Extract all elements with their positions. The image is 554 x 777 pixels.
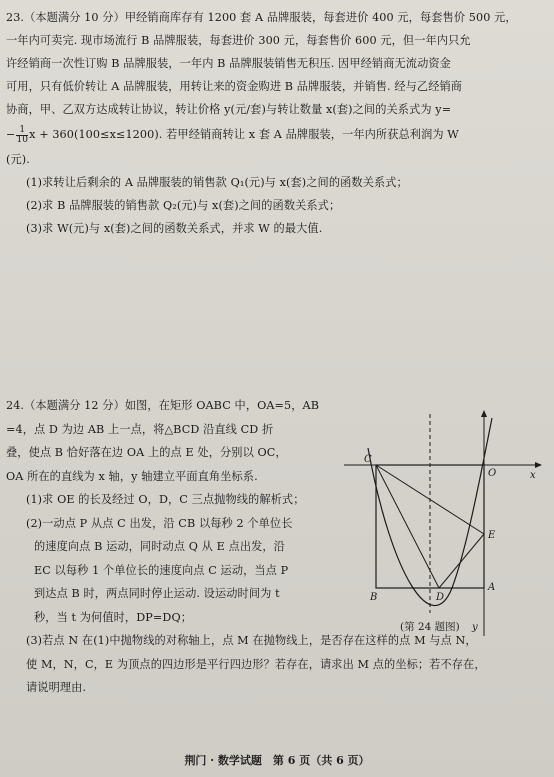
y-axis-arrow — [481, 410, 487, 417]
q24-part-2-d: 到达点 B 时，两点同时停止运动. 设运动时间为 t — [34, 587, 280, 600]
figure-24 — [342, 408, 547, 638]
q23-line-4: 可用，只有低价转让 A 品牌服装，用转让来的资金购进 B 品牌服装，并销售. 经与乙经销商 — [6, 80, 463, 93]
q23-line-1: 23.（本题满分 10 分）甲经销商库存有 1200 套 A 品牌服装，每套进价 400 元，每套售价 500 元， — [6, 11, 517, 24]
label-a: A — [488, 582, 496, 593]
formula-fraction — [16, 126, 28, 145]
q23-formula-line — [6, 121, 546, 148]
q24-part-2-e: 秒，当 t 为何值时，DP=DQ； — [34, 610, 193, 624]
q24-line-2: =4，点 D 为边 AB 上一点，将△BCD 沿直线 CD 折 — [6, 422, 274, 436]
q23-part-2: (2)求 B 品牌服装的销售款 Q₂(元)与 x(套)之间的函数关系式； — [26, 199, 341, 212]
q24-line-1: 24.（本题满分 12 分）如图，在矩形 OABC 中，OA=5，AB — [6, 399, 320, 412]
segment-de — [439, 534, 484, 588]
q24-line-4: OA 所在的直线为 x 轴，y 轴建立平面直角坐标系. — [6, 469, 258, 483]
label-d: D — [436, 592, 445, 603]
label-y: y — [472, 622, 478, 633]
q24-part-1: (1)求 OE 的长及经过 O，D，C 三点抛物线的解析式； — [26, 493, 305, 506]
question-23 — [6, 6, 546, 240]
q23-line-5: 协商，甲、乙双方达成转让协议，转让价格 y(元/套)与转让数量 x(套)之间的关系式为 y= — [6, 103, 452, 116]
label-x: x — [530, 470, 536, 481]
q24-part-3-c: 请说明理由. — [26, 681, 87, 694]
page-footer: 荆门 · 数学试题 第 6 页（共 6 页） — [184, 754, 370, 767]
formula-minus: − — [6, 128, 16, 141]
label-b: B — [370, 592, 378, 603]
label-e: E — [488, 530, 496, 541]
q23-part-1: (1)求转让后剩余的 A 品牌服装的销售款 Q₁(元)与 x(套)之间的函数关系式； — [26, 176, 408, 189]
formula-numerator: 1 — [16, 126, 28, 136]
q23-line-unit: (元). — [6, 153, 30, 166]
q24-part-2-c: EC 以每秒 1 个单位长的速度向点 C 运动，当点 P — [34, 563, 289, 577]
label-c: C — [364, 454, 372, 465]
q24-line-3: 叠，使点 B 恰好落在边 OA 上的点 E 处，分别以 OC， — [6, 446, 287, 459]
formula-rest: x + 360(100≤x≤1200). 若甲经销商转让 x 套 A 品牌服装，一年内所获总利润为 W — [29, 128, 459, 141]
segment-ce — [376, 465, 484, 534]
q23-line-3: 许经销商一次性订购 B 品牌服装，一年内 B 品牌服装销售无积压. 因甲经销商无流动资金 — [6, 57, 451, 70]
q23-part-3: (3)求 W(元)与 x(套)之间的函数关系式，并求 W 的最大值. — [26, 222, 323, 235]
q24-part-2-b: 的速度向点 B 运动，同时动点 Q 从 E 点出发，沿 — [34, 540, 285, 553]
x-axis-arrow — [535, 462, 542, 468]
formula-denominator: 10 — [16, 134, 29, 145]
q23-line-2: 一年内可卖完. 现市场流行 B 品牌服装，每套进价 300 元，每套售价 600 元，但一年内只允 — [6, 34, 471, 47]
figure-caption: (第 24 题图) — [400, 621, 460, 633]
q24-part-2-a: (2)一动点 P 从点 C 出发，沿 CB 以每秒 2 个单位长 — [26, 516, 293, 530]
label-o: O — [488, 468, 497, 479]
q24-part-3-b: 使 M，N，C，E 为顶点的四边形是平行四边形？若存在，请求出 M 点的坐标；若不存在， — [26, 657, 486, 671]
q24-part-3-a: (3)若点 N 在(1)中抛物线的对称轴上，点 M 在抛物线上，是否存在这样的点 M 与点 N， — [26, 634, 477, 647]
